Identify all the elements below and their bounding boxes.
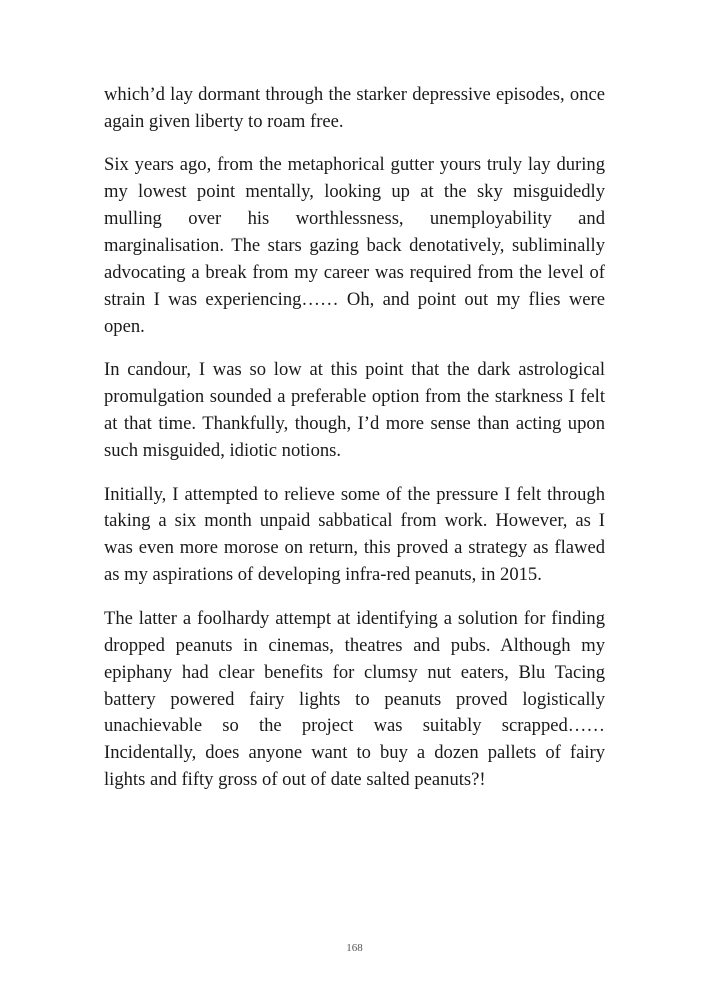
paragraph-2: Six years ago, from the metaphorical gutter yours truly lay during my lowest point mentally, looking up at the sky misguidedly mulling over his worthlessness, unemployability and marginalisation. The stars gazing back denotatively, subliminally advocating a break from my career was required from the level of strain I was experiencing…… Oh, and point out my flies were open. [104,154,605,337]
paragraph-4: Initially, I attempted to relieve some of the pressure I felt through taking a six month unpaid sabbatical from work. However, as I was even more morose on return, this proved a strategy as flawed as my aspirations of developing infra-red peanuts, in 2015. [104,483,605,586]
paragraph-5: The latter a foolhardy attempt at identifying a solution for finding dropped peanuts in cinemas, theatres and pubs. Although my epiphany had clear benefits for clumsy nut eaters, Blu Tacing battery powered fairy lights to peanuts proved logistically unachievable so the project was suitably scrapped…… Incidentally, does anyone want to buy a dozen pallets of fairy lights and fifty gross of out of date salted peanuts?! [104,607,605,791]
page-number: 168 [346,942,363,954]
paragraph-3: In candour, I was so low at this point that the dark astrological promulgation sounded a preferable option from the starkness I felt at that time. Thankfully, though, I’d more sense than acting upon such misguided, idiotic notions. [104,359,605,462]
paragraph-1: which’d lay dormant through the starker depressive episodes, once again given liberty to roam free. [104,84,605,132]
body-text [104,82,605,811]
